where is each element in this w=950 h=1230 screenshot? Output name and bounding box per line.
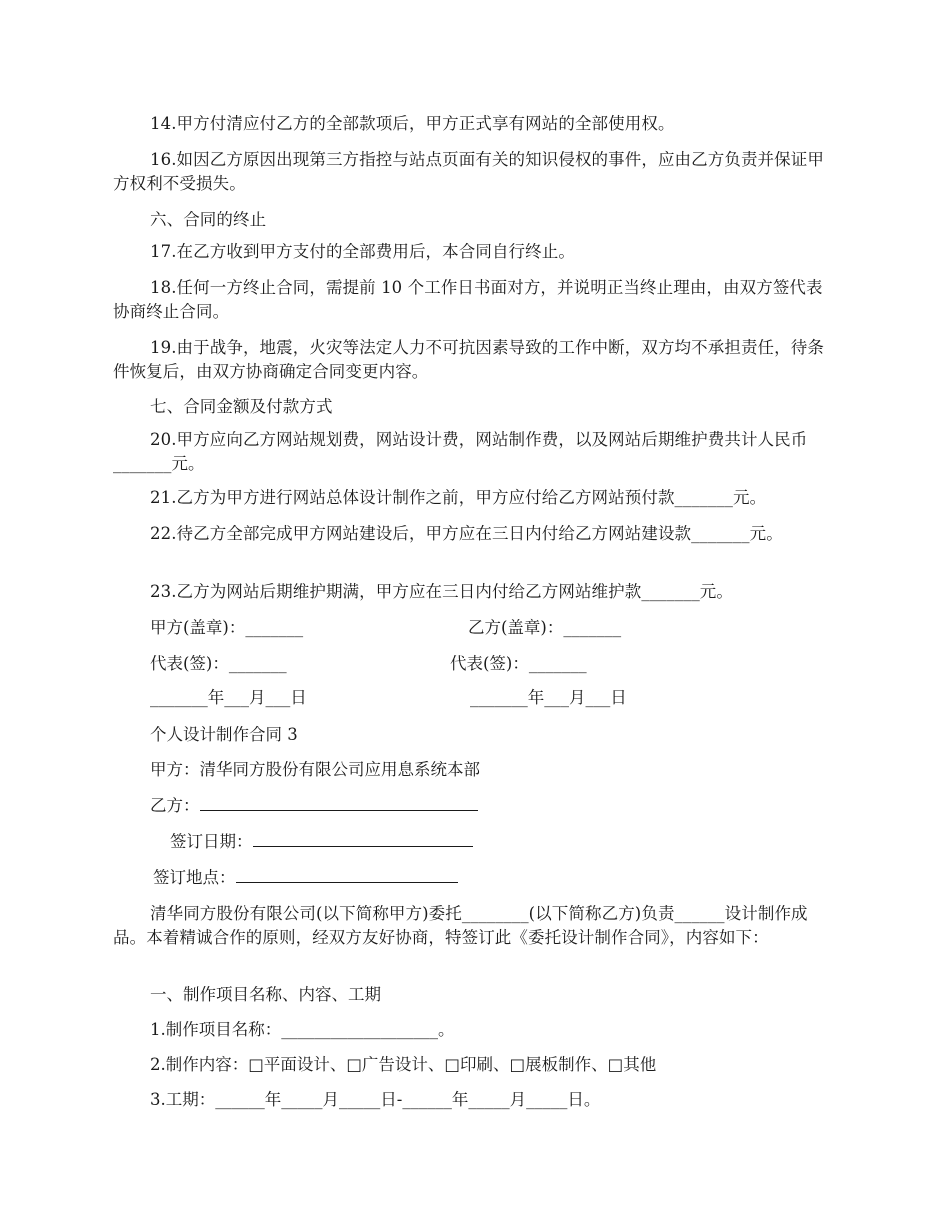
party-b-seal-line: 乙方(盖章)：_______ <box>468 618 622 637</box>
contract-3-sign-date <box>170 830 473 854</box>
party-b-label: 乙方： <box>150 796 200 815</box>
section-6-heading: 六、合同的终止 <box>150 210 267 229</box>
section-7-heading: 七、合同金额及付款方式 <box>150 397 333 416</box>
contract-3-title: 个人设计制作合同 3 <box>150 725 298 744</box>
date-b-line: _______年___月___日 <box>470 688 627 707</box>
contract-3-item-1: 1.制作项目名称：___________________。 <box>150 1020 455 1039</box>
clause-17: 17.在乙方收到甲方支付的全部费用后，本合同自行终止。 <box>150 242 575 261</box>
contract-3-party-b <box>150 794 478 818</box>
party-a-seal-line: 甲方(盖章)：_______ <box>150 618 304 637</box>
clause-19: 19.由于战争，地震，火灾等法定人力不可抗因素导致的工作中断，双方均不承担责任，待条件恢复后，由双方协商确定合同变更内容。 <box>113 338 824 381</box>
contract-3-sign-place <box>153 866 458 890</box>
rep-b-sign-line: 代表(签)：_______ <box>450 654 587 673</box>
clause-21: 21.乙方为甲方进行网站总体设计制作之前，甲方应付给乙方网站预付款_______元。 <box>150 488 767 507</box>
sign-place-label: 签订地点： <box>153 868 236 887</box>
clause-23: 23.乙方为网站后期维护期满，甲方应在三日内付给乙方网站维护款_______元。 <box>150 582 733 601</box>
clause-20: 20.甲方应向乙方网站规划费，网站设计费，网站制作费，以及网站后期维护费共计人民币_______元。 <box>113 430 808 473</box>
sign-date-label: 签订日期： <box>170 832 253 851</box>
clause-14: 14.甲方付清应付乙方的全部款项后，甲方正式享有网站的全部使用权。 <box>150 114 675 133</box>
sign-place-blank <box>236 866 458 883</box>
clause-22: 22.待乙方全部完成甲方网站建设后，甲方应在三日内付给乙方网站建设款_______元。 <box>150 524 783 543</box>
contract-3-intro: 清华同方股份有限公司(以下简称甲方)委托________(以下简称乙方)负责______设计制作成品。本着精诚合作的原则，经双方友好协商，特签订此《委托设计制作合同》，内容如下： <box>113 904 808 947</box>
contract-3-item-3: 3.工期：______年_____月_____日-______年_____月_____日。 <box>150 1090 601 1109</box>
party-b-blank <box>200 794 478 811</box>
rep-a-sign-line: 代表(签)：_______ <box>150 654 287 673</box>
contract-3-party-a: 甲方：清华同方股份有限公司应用息系统本部 <box>150 760 480 779</box>
contract-3-section-1: 一、制作项目名称、内容、工期 <box>150 985 381 1004</box>
date-a-line: _______年___月___日 <box>150 688 307 707</box>
clause-18: 18.任何一方终止合同，需提前 10 个工作日书面对方，并说明正当终止理由，由双方签代表协商终止合同。 <box>113 278 823 321</box>
contract-3-item-2: 2.制作内容：□平面设计、□广告设计、□印刷、□展板制作、□其他 <box>150 1055 657 1074</box>
clause-16: 16.如因乙方原因出现第三方指控与站点页面有关的知识侵权的事件，应由乙方负责并保证甲方权利不受损失。 <box>113 150 824 193</box>
sign-date-blank <box>253 830 473 847</box>
